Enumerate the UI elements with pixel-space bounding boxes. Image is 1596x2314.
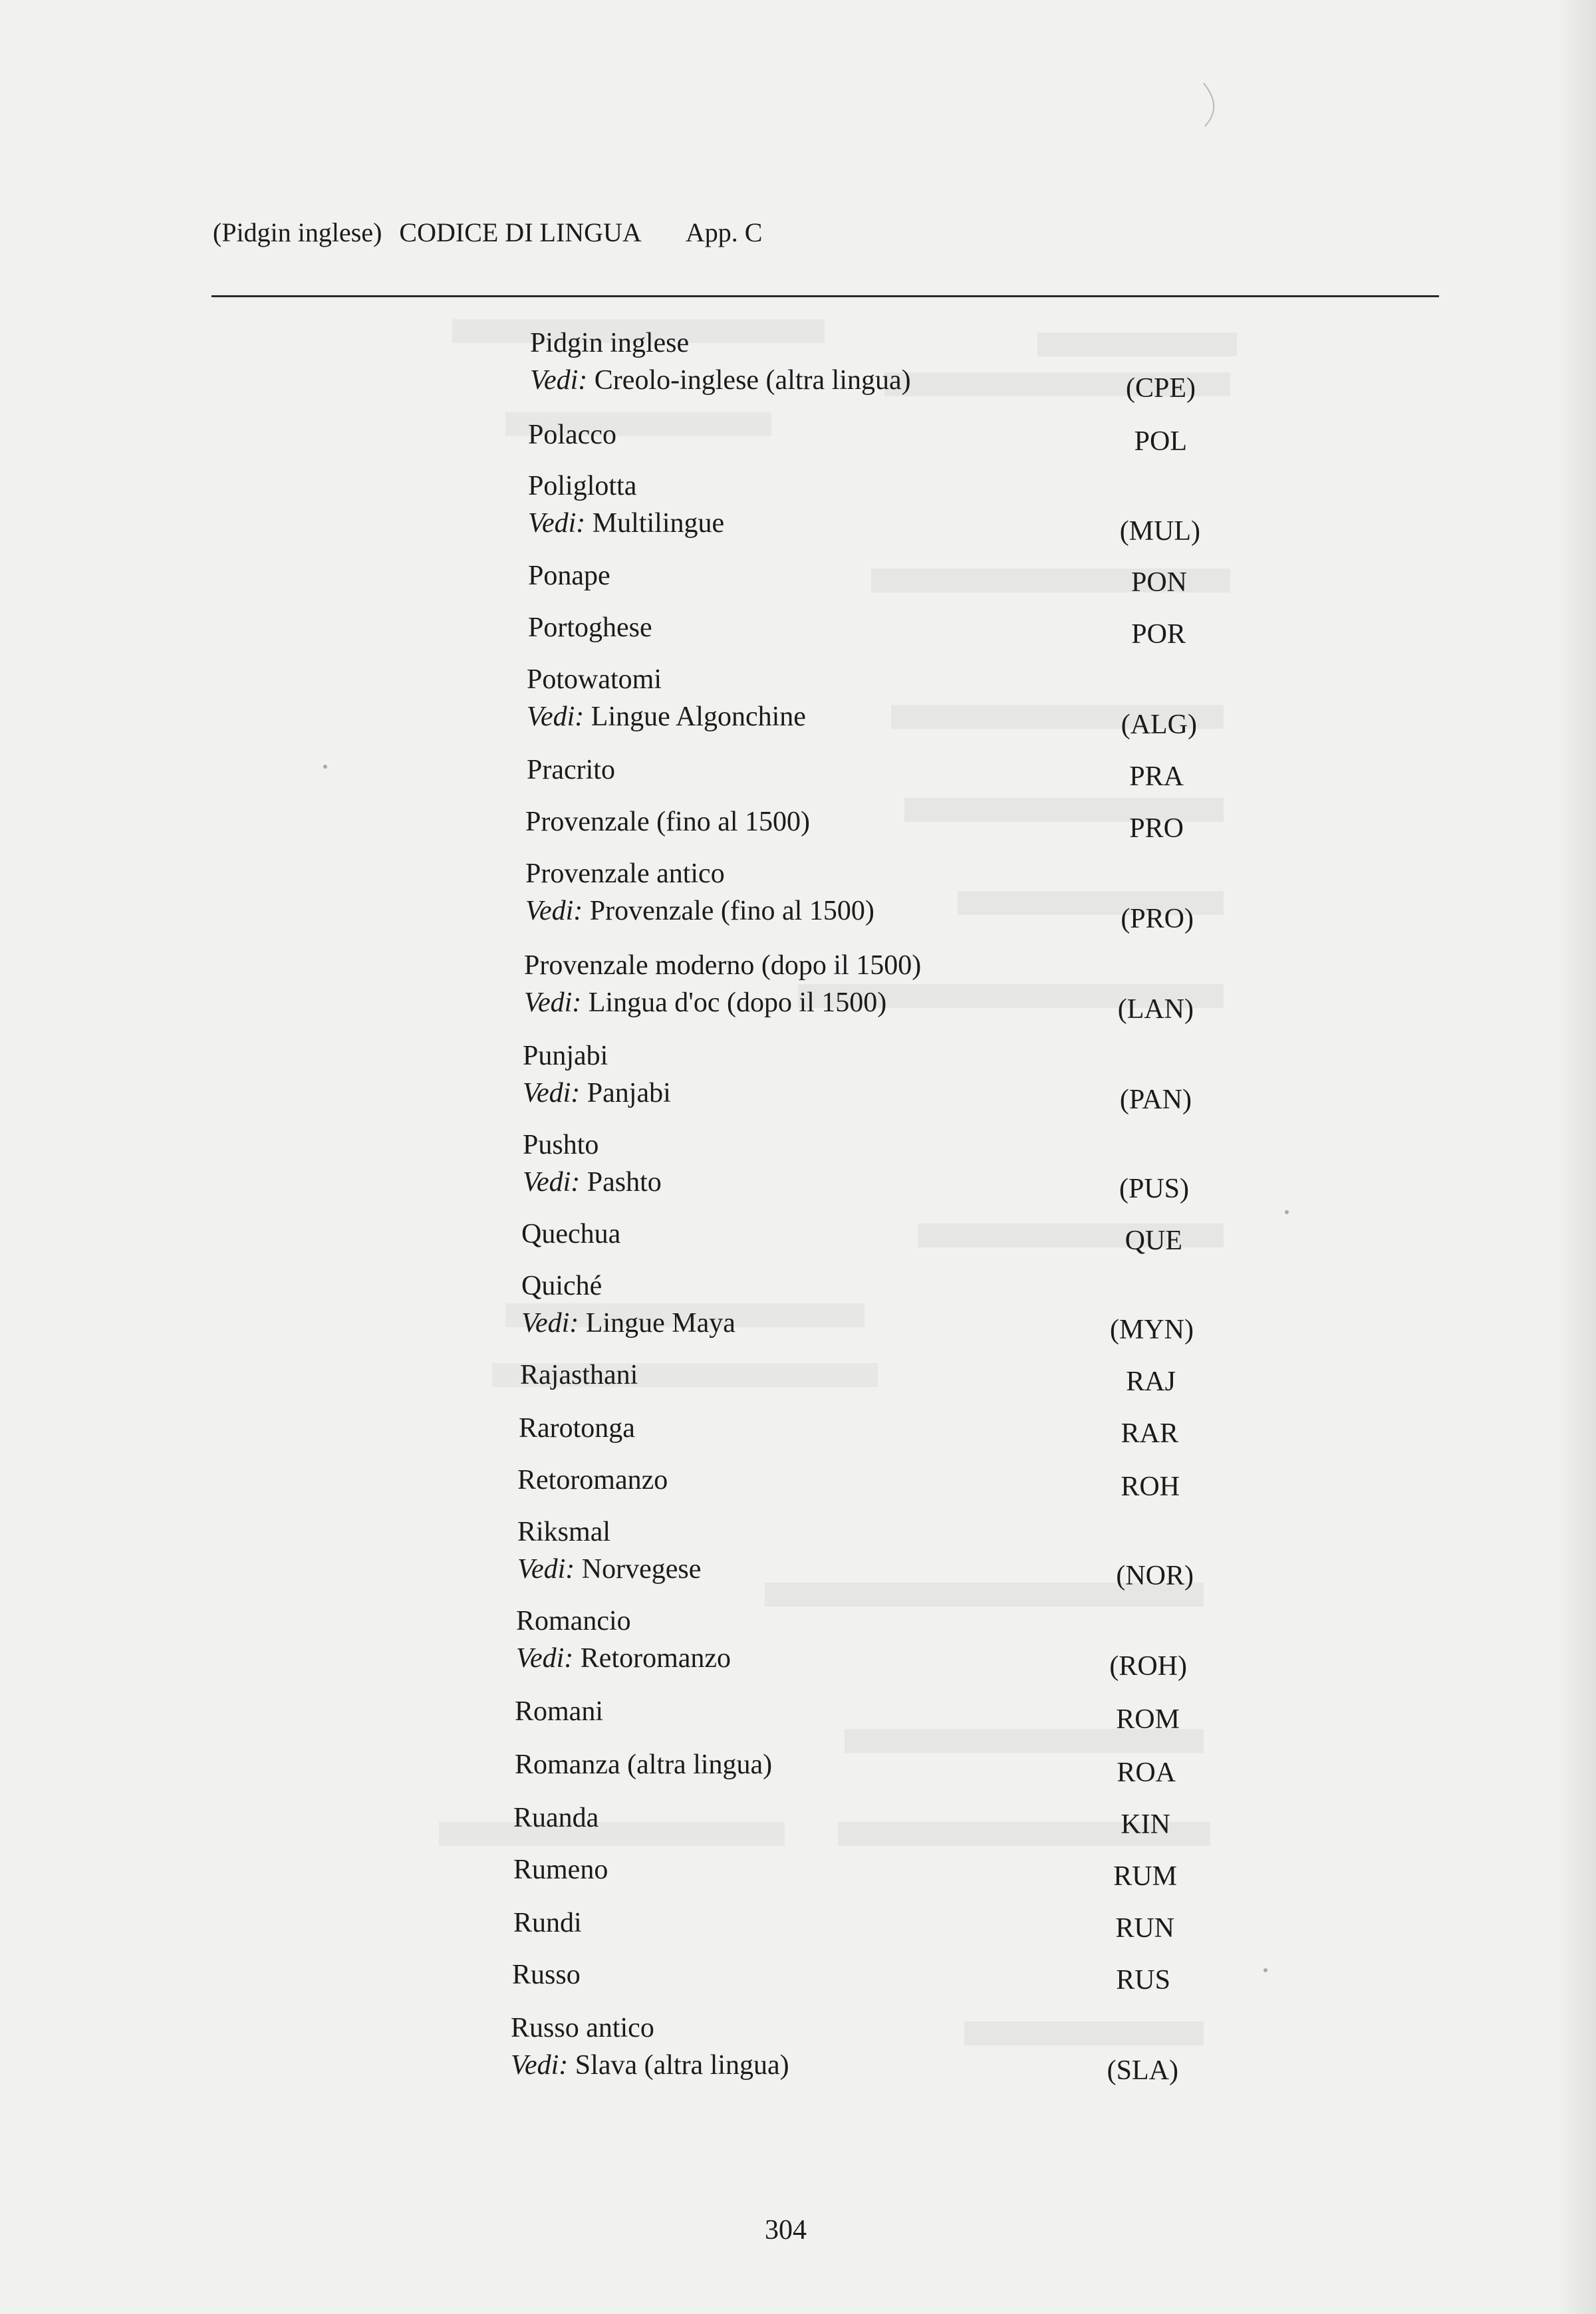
entry-code: RUS	[1116, 1965, 1170, 1995]
vedi-label: Vedi:	[511, 2050, 569, 2081]
entry-code: PRA	[1129, 761, 1184, 792]
entry-term: Rumeno	[513, 1855, 608, 1885]
running-head-left: (Pidgin inglese)	[213, 217, 382, 247]
vedi-label: Vedi:	[527, 702, 585, 732]
entry-term: Quechua	[521, 1219, 621, 1249]
entry-code: (MUL)	[1119, 516, 1200, 547]
dust-speck	[1285, 1210, 1289, 1214]
entry-term: Riksmal	[517, 1517, 611, 1547]
entry-code: ROA	[1117, 1757, 1176, 1788]
entry-term: Punjabi	[523, 1041, 608, 1071]
entry-code: POL	[1134, 426, 1187, 457]
entry-code: (PUS)	[1119, 1174, 1189, 1204]
entry-see	[524, 984, 921, 1021]
vedi-label: Vedi:	[525, 896, 583, 926]
list-item	[525, 803, 810, 840]
entry-term: Pidgin inglese	[530, 328, 690, 358]
entry-see-target: Lingua d'oc (dopo il 1500)	[588, 987, 887, 1018]
entry-code: (LAN)	[1117, 994, 1194, 1025]
entry-term: Poliglotta	[528, 471, 637, 501]
list-item	[511, 2009, 789, 2084]
vedi-label: Vedi:	[528, 508, 586, 539]
list-item	[520, 1356, 638, 1394]
list-item	[515, 1746, 772, 1783]
entry-term: Romanza (altra lingua)	[515, 1749, 773, 1780]
entry-see	[530, 362, 911, 399]
entry-term: Rajasthani	[520, 1360, 638, 1390]
vedi-label: Vedi:	[530, 365, 588, 396]
entry-term: Quiché	[521, 1271, 602, 1301]
entry-term: Rarotonga	[519, 1413, 635, 1444]
entry-see-target: Retoromanzo	[580, 1643, 732, 1674]
vedi-label: Vedi:	[523, 1167, 581, 1198]
list-item	[513, 1799, 598, 1837]
entry-code: ROM	[1116, 1704, 1180, 1735]
entry-see	[523, 1164, 662, 1201]
entry-term: Ruanda	[513, 1803, 599, 1833]
list-item	[530, 324, 911, 399]
entry-code: QUE	[1125, 1225, 1182, 1256]
list-item	[523, 1126, 662, 1201]
pencil-mark	[1197, 80, 1224, 133]
entry-see	[521, 1305, 735, 1342]
list-item	[521, 1216, 620, 1253]
entry-see	[528, 505, 724, 542]
page-edge-shadow	[1556, 0, 1596, 2314]
entry-see	[517, 1551, 701, 1588]
vedi-label: Vedi:	[521, 1308, 579, 1339]
entry-code: RUM	[1113, 1861, 1177, 1892]
running-head	[213, 217, 779, 248]
list-item	[515, 1693, 603, 1730]
list-item	[516, 1603, 731, 1677]
entry-see	[525, 892, 874, 930]
dust-speck	[1264, 1968, 1267, 1972]
entry-term: Russo antico	[511, 2013, 654, 2043]
entry-term: Provenzale antico	[525, 858, 725, 889]
entry-code: RUN	[1115, 1913, 1174, 1944]
list-item	[527, 661, 806, 735]
list-item	[517, 1462, 668, 1499]
entry-see	[527, 698, 806, 735]
entry-term: Potowatomi	[527, 664, 662, 695]
vedi-label: Vedi:	[517, 1554, 575, 1585]
list-item	[527, 751, 615, 789]
list-item	[521, 1267, 735, 1342]
entry-code: RAJ	[1126, 1366, 1176, 1397]
entry-code: KIN	[1121, 1809, 1170, 1840]
entry-see-target: Pashto	[587, 1167, 662, 1198]
entry-term: Pracrito	[527, 755, 615, 785]
entry-see-target: Lingue Maya	[585, 1308, 735, 1339]
list-item	[512, 1956, 581, 1993]
entry-see-target: Slava (altra lingua)	[575, 2050, 789, 2081]
entry-code: PON	[1130, 567, 1187, 598]
entry-code: (NOR)	[1116, 1561, 1194, 1591]
list-item	[528, 416, 616, 453]
entry-code: ROH	[1121, 1472, 1180, 1502]
entry-code: (PRO)	[1121, 904, 1194, 934]
list-item	[513, 1904, 582, 1942]
running-head-title: CODICE DI LINGUA	[399, 217, 642, 247]
list-item	[528, 467, 724, 542]
entry-see-target: Provenzale (fino al 1500)	[589, 896, 874, 926]
vedi-label: Vedi:	[524, 987, 582, 1018]
entry-term: Polacco	[528, 420, 616, 450]
list-item	[523, 1037, 671, 1112]
entry-term: Romani	[515, 1696, 603, 1727]
entry-term: Retoromanzo	[517, 1465, 668, 1495]
list-item	[517, 1513, 701, 1588]
entry-see-target: Creolo-inglese (altra lingua)	[594, 365, 911, 396]
entry-see-target: Panjabi	[587, 1078, 671, 1108]
entry-term: Portoghese	[528, 612, 652, 643]
entry-term: Russo	[512, 1960, 581, 1990]
list-item	[528, 557, 610, 594]
entry-see	[523, 1075, 671, 1112]
entry-see	[511, 2047, 789, 2084]
entry-term: Pushto	[523, 1130, 599, 1160]
entry-code: PRO	[1129, 813, 1184, 844]
entry-see-target: Lingue Algonchine	[591, 702, 806, 732]
list-item	[524, 947, 921, 1021]
running-head-appendix: App. C	[685, 217, 763, 247]
entry-code: (PAN)	[1119, 1085, 1192, 1115]
entry-see	[516, 1640, 731, 1677]
entry-term: Ponape	[528, 561, 610, 591]
entry-code: (MYN)	[1110, 1315, 1194, 1345]
entry-code: (CPE)	[1126, 373, 1196, 404]
entry-term: Romancio	[516, 1606, 631, 1636]
entry-see-target: Norvegese	[581, 1554, 702, 1585]
entry-see-target: Multilingue	[592, 508, 725, 539]
entry-term: Rundi	[513, 1908, 582, 1938]
entry-code: (SLA)	[1107, 2055, 1178, 2086]
list-item	[525, 855, 874, 930]
entry-code: (ALG)	[1121, 709, 1197, 740]
entry-code: RAR	[1121, 1418, 1178, 1449]
list-item	[528, 609, 652, 646]
dust-speck	[323, 765, 327, 769]
entry-code: POR	[1131, 619, 1186, 650]
list-item	[519, 1410, 635, 1447]
page-number: 304	[765, 2215, 807, 2246]
vedi-label: Vedi:	[523, 1078, 581, 1108]
entry-term: Provenzale moderno (dopo il 1500)	[524, 950, 922, 981]
header-rule	[211, 295, 1439, 297]
list-item	[513, 1851, 608, 1888]
entry-code: (ROH)	[1109, 1651, 1187, 1682]
vedi-label: Vedi:	[516, 1643, 574, 1674]
entry-term: Provenzale (fino al 1500)	[525, 807, 811, 837]
